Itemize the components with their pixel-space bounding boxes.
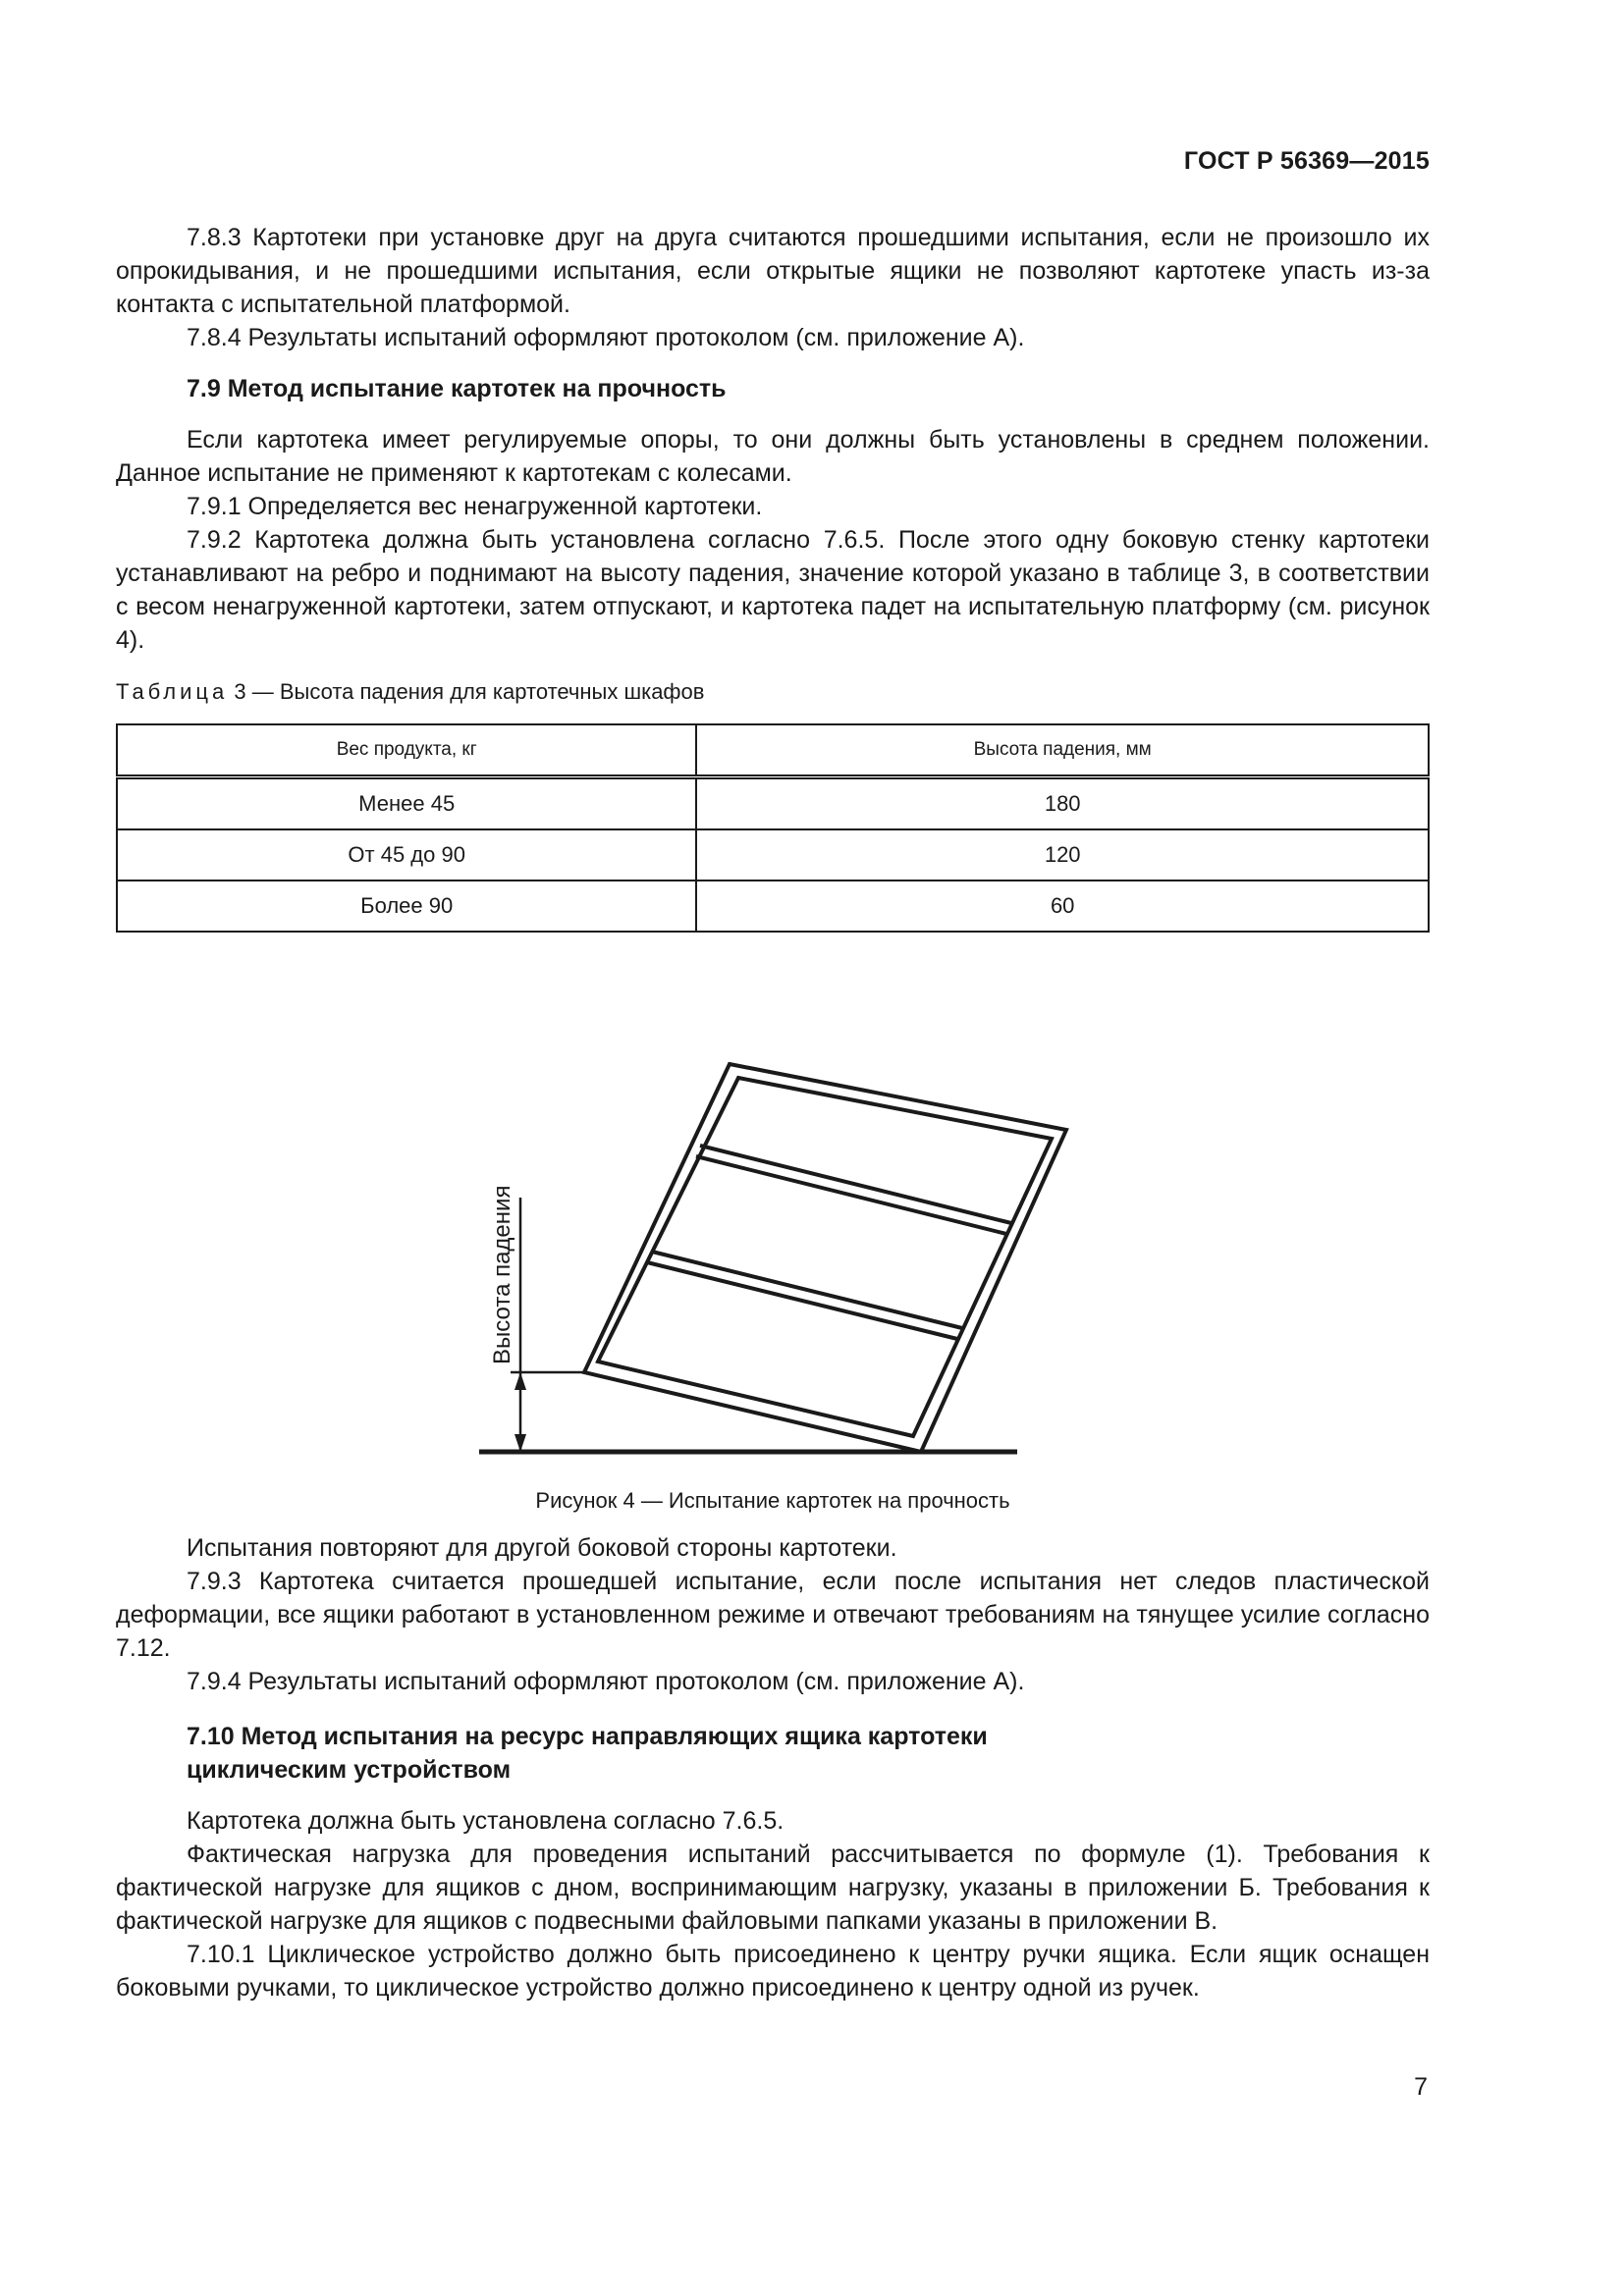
figure-4	[116, 974, 1430, 1523]
paragraph-7-9-1: 7.9.1 Определяется вес ненагруженной картотеки.	[187, 493, 763, 520]
paragraph-7-8-3: 7.8.3 Картотеки при установке друг на друга считаются прошедшими испытания, если не произошло их опрокидывания, и не прошедшими испытания, если открытые ящики не позволяют картотеке упасть из-за контакта с испытательной платформой.	[116, 224, 1430, 318]
table-caption-word: Таблица	[116, 679, 229, 704]
page-content	[116, 221, 1430, 2004]
paragraph-7-10-intro: Картотека должна быть установлена согласно 7.6.5.	[187, 1807, 785, 1835]
paragraph-7-9-4: 7.9.4 Результаты испытаний оформляют протоколом (см. приложение А).	[187, 1668, 1025, 1695]
dimension-arrow-top	[514, 1372, 526, 1390]
paragraph-7-8-4: 7.8.4 Результаты испытаний оформляют протоколом (см. приложение А).	[187, 324, 1025, 351]
table-header-cell: Вес продукта, кг	[117, 724, 696, 777]
drop-height-table	[116, 723, 1430, 933]
paragraph-7-9-intro: Если картотека имеет регулируемые опоры, то они должны быть установлены в среднем положении. Данное испытание не применяют к картотекам с колесами.	[116, 426, 1430, 487]
table-caption-title: 3 — Высота падения для картотечных шкафов	[234, 679, 705, 704]
dimension-label: Высота падения	[489, 1185, 515, 1364]
drop-test-diagram	[116, 974, 1430, 1474]
table-header-cell: Высота падения, мм	[696, 724, 1429, 777]
paragraph-7-10-1: 7.10.1 Циклическое устройство должно быть присоединено к центру ручки ящика. Если ящик оснащен боковыми ручками, то циклическое устройство должно присоединено к центру одной из ручек.	[116, 1941, 1430, 2002]
drawer-divider-upper-b	[696, 1156, 1006, 1234]
paragraph-7-9-3: 7.9.3 Картотека считается прошедшей испытание, если после испытания нет следов пластической деформации, все ящики работают в установленном режиме и отвечают требованиям на тянущее усилие согласно 7.12.	[116, 1568, 1430, 1662]
drawer-divider-lower-b	[647, 1262, 957, 1339]
table-cell: От 45 до 90	[117, 829, 696, 881]
table-row	[117, 829, 1429, 881]
table-row	[117, 777, 1429, 830]
table-row	[117, 881, 1429, 932]
drawer-divider-lower-a	[652, 1252, 962, 1328]
section-heading-7-9: 7.9 Метод испытание картотек на прочность	[187, 375, 727, 402]
paragraph-7-10-load: Фактическая нагрузка для проведения испытаний рассчитывается по формуле (1). Требования к фактической нагрузке для ящиков с дном, воспринимающим нагрузку, указаны в приложении Б. Требования к фактической нагрузке для ящиков с подвесными файловыми папками указаны в приложении В.	[116, 1841, 1430, 1935]
document-header: ГОСТ Р 56369—2015	[1183, 147, 1430, 175]
paragraph-repeat-test: Испытания повторяют для другой боковой стороны картотеки.	[187, 1534, 897, 1562]
page-number: 7	[1414, 2073, 1428, 2101]
table-header-row	[117, 724, 1429, 777]
figure-caption: Рисунок 4 — Испытание картотек на прочность	[535, 1488, 1010, 1513]
table-cell: Более 90	[117, 881, 696, 932]
table-cell: Менее 45	[117, 777, 696, 830]
table-cell: 180	[696, 777, 1429, 830]
paragraph-7-9-2: 7.9.2 Картотека должна быть установлена согласно 7.6.5. После этого одну боковую стенку картотеки устанавливают на ребро и поднимают на высоту падения, значение которой указано в таблице 3, в соответствии с весом ненагруженной картотеки, затем отпускают, и картотека падет на испытательную платформу (см. рисунок 4).	[116, 526, 1430, 654]
table-cell: 120	[696, 829, 1429, 881]
section-heading-7-10-cont: циклическим устройством	[187, 1756, 512, 1784]
table-cell: 60	[696, 881, 1429, 932]
section-heading-7-10: 7.10 Метод испытания на ресурс направляющих ящика картотеки	[187, 1723, 988, 1750]
table-caption	[116, 678, 1430, 706]
dimension-arrow-bottom	[514, 1434, 526, 1452]
drawer-divider-upper-a	[700, 1146, 1011, 1223]
